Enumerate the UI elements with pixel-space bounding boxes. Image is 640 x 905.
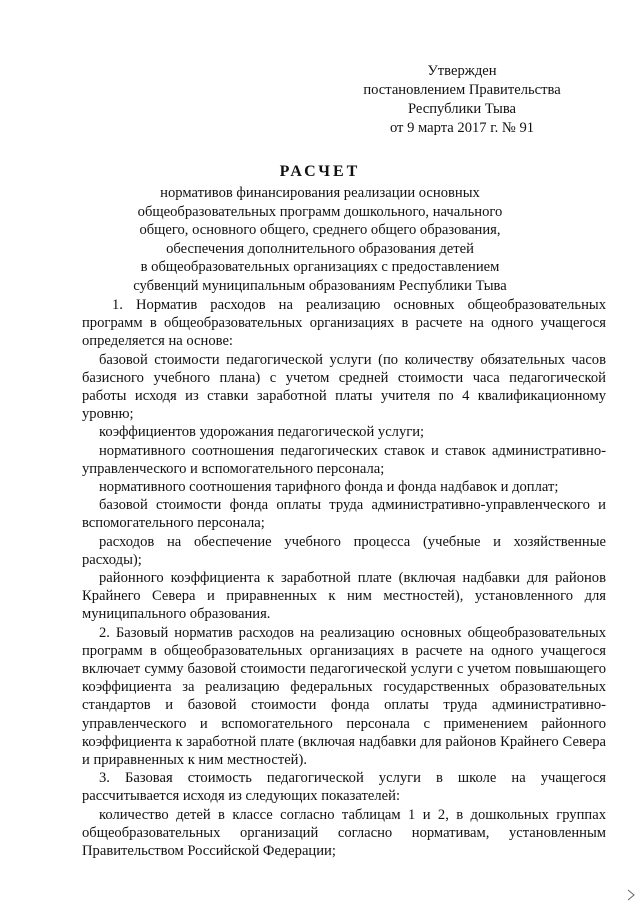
approval-line: постановлением Правительства (363, 82, 561, 98)
subtitle-line: нормативов финансирования реализации основных (160, 185, 480, 201)
document-title: РАСЧЕТ (279, 163, 361, 180)
subtitle-line: субвенций муниципальным образованиям Республики Тыва (133, 277, 507, 294)
paragraph: базовой стоимости педагогической услуги (по количеству обязательных часов базисного учебного плана) с учетом средней стоимости часа педагогической работы исходя из ставки заработной платы учителя по 4 квалификационному уровню; (82, 351, 606, 423)
corner-mark-icon (626, 889, 636, 901)
approval-line: Республики Тыва (407, 101, 517, 117)
document-subtitle (90, 184, 550, 295)
approval-stamp (342, 62, 582, 138)
subtitle-line: общего, основного общего, среднего общего образования, (139, 222, 501, 238)
paragraph: районного коэффициента к заработной плате (включая надбавки для районов Крайнего Севера и приравненных к ним местностей), установленного для муниципального образования. (82, 570, 606, 623)
paragraph: коэффициентов удорожания педагогической услуги; (99, 424, 425, 441)
paragraph: базовой стоимости фонда оплаты труда административно-управленческого и вспомогательного персонала; (82, 497, 606, 532)
subtitle-line: обеспечения дополнительного образования детей (166, 240, 474, 257)
subtitle-line: общеобразовательных программ дошкольного, начального (137, 203, 503, 220)
approval-line: Утвержден (427, 63, 497, 79)
paragraph: расходов на обеспечение учебного процесса (учебные и хозяйственные расходы); (82, 533, 606, 568)
document-body (82, 296, 606, 860)
paragraph: нормативного соотношения педагогических ставок и ставок административно-управленческого и вспомогательного персонала; (82, 442, 606, 477)
subtitle-line: в общеобразовательных организациях с предоставлением (140, 259, 500, 275)
paragraph: 3. Базовая стоимость педагогической услуги в школе на учащегося рассчитывается исходя из следующих показателей: (82, 770, 606, 805)
paragraph: нормативного соотношения тарифного фонда и фонда надбавок и доплат; (99, 479, 559, 496)
paragraph: количество детей в классе согласно таблицам 1 и 2, в дошкольных группах общеобразовательных организаций согласно нормативам, установленным Правительством Российской Федерации; (82, 806, 606, 860)
paragraph: 1. Норматив расходов на реализацию основных общеобразовательных программ в общеобразовательных организациях в расчете на одного учащегося определяется на основе: (82, 297, 606, 350)
approval-line: от 9 марта 2017 г. № 91 (389, 120, 535, 136)
paragraph: 2. Базовый норматив расходов на реализацию основных общеобразовательных программ в общеобразовательных организациях в расчете на одного учащегося включает сумму базовой стоимости педагогической услуги с учетом повышающего коэффициента за реализацию федеральных государственных образовательных стандартов и базовой стоимости фонда оплаты труда административно-управленческого и вспомогательного персонала с применением районного коэффициента к заработной плате (включая надбавки для районов Крайнего Севера и приравненных к ним местностей). (82, 624, 606, 769)
